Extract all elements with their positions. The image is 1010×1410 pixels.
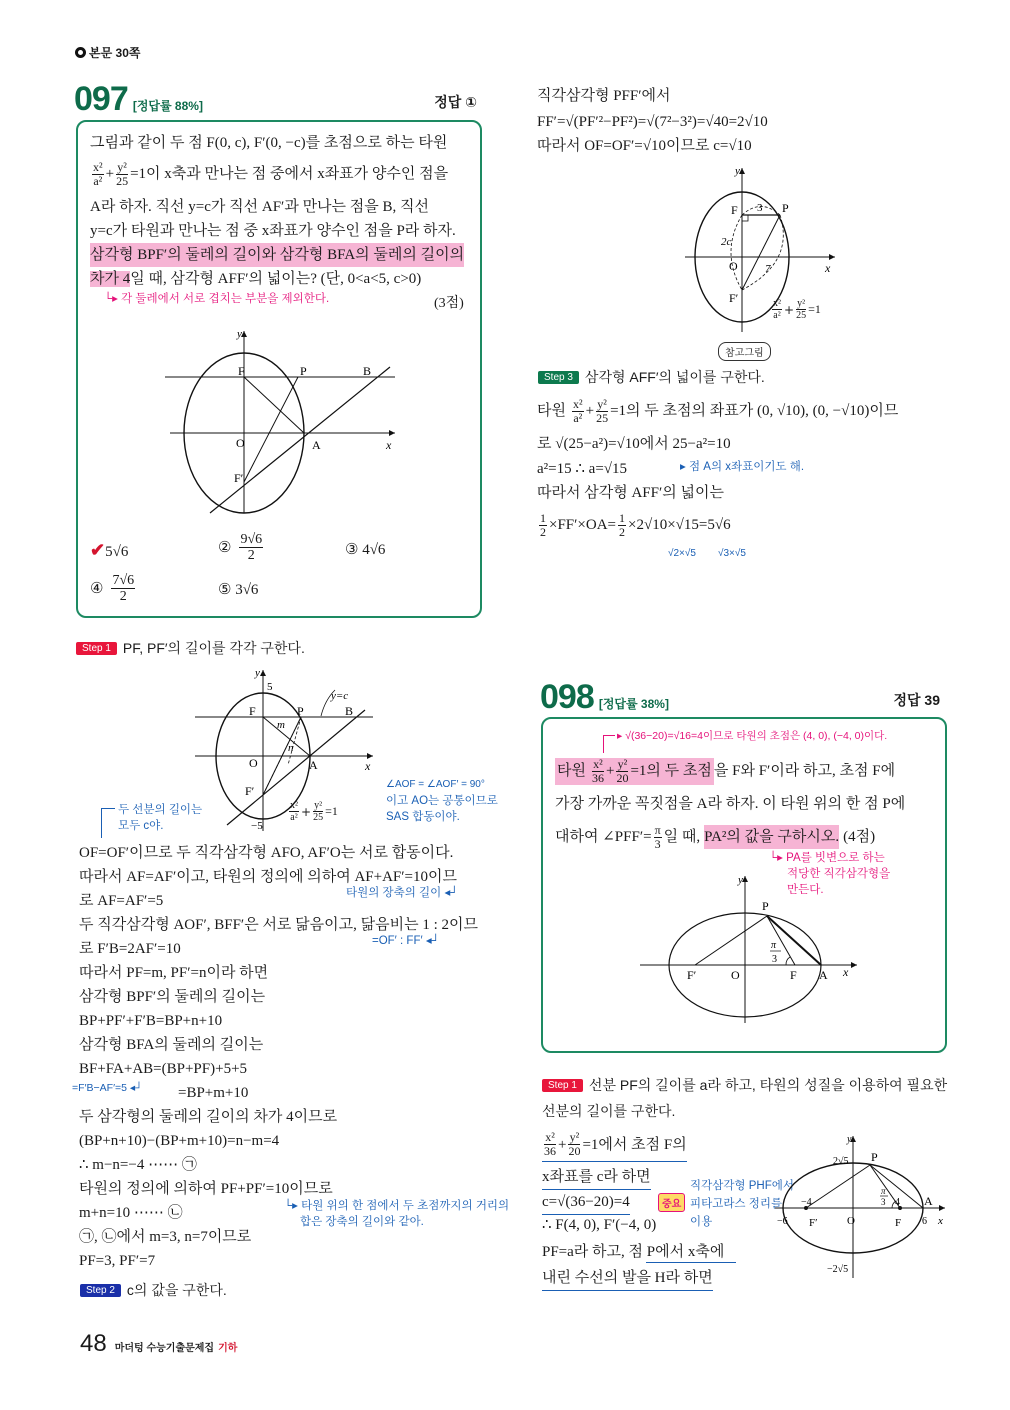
solution-line: 로 F′B=2AF′=10 <box>79 941 181 957</box>
solution-line: 내린 수선의 발을 H라 하면 <box>542 1266 713 1291</box>
solution-line: 로 AF=AF′=5 <box>79 893 164 909</box>
svg-text:F′: F′ <box>234 471 244 485</box>
svg-text:F′: F′ <box>245 784 255 798</box>
svg-text:y: y <box>738 874 743 886</box>
correct-rate: [정답률 38%] <box>598 697 669 711</box>
correct-rate: [정답률 88%] <box>132 99 203 113</box>
question-number: 097 <box>74 80 128 118</box>
choice-3[interactable]: ③ 4√6 <box>345 542 386 558</box>
svg-text:F′: F′ <box>729 291 739 305</box>
q097-problem-line: y=c가 타원과 만나는 점 중 x좌표가 양수인 점을 P라 하자. <box>90 223 456 239</box>
svg-text:x: x <box>843 965 849 979</box>
note-right: ∠AOF = ∠AOF′ = 90° 이고 AO는 공통이므로 SAS 합동이야. <box>386 779 498 823</box>
svg-text:7: 7 <box>765 263 771 275</box>
q098-step1-heading: Step 1 선분 PF의 길이를 a라 하고, 타원의 성질을 이용하여 필요한 선분의 길이를 구한다. <box>542 1077 948 1119</box>
solution-line: (BP+n+10)−(BP+m+10)=n−m=4 <box>79 1133 280 1149</box>
q098-header <box>540 678 942 718</box>
circle-bullet-icon <box>75 47 86 58</box>
svg-text:P: P <box>782 201 789 215</box>
solution-line: 직각삼각형 PFF′에서 <box>537 88 671 104</box>
note-ratio: =OF′ : FF′ ◂┘ <box>372 935 440 947</box>
q098-figure <box>635 868 860 1023</box>
q097-step2-figure <box>685 162 845 332</box>
svg-text:A: A <box>819 968 828 982</box>
note-sum: └▸ 타원 위의 한 점에서 두 초점까지의 거리의 합은 장축의 길이와 같아. <box>284 1200 510 1228</box>
note-left: 두 선분의 길이는 모두 c야. <box>118 804 203 832</box>
q097-step1-heading: Step 1 PF, PF′의 길이를 각각 구한다. <box>76 638 305 658</box>
q098-top-note: ▸ √(36−20)=√16=4이므로 타원의 초점은 (4, 0), (−4, 0)이다. <box>617 730 888 742</box>
solution-line: ∴ m−n=−4 ⋯⋯ ㉠ <box>79 1157 197 1173</box>
choice-4[interactable]: ④ $\frac{7√6}{2}$ <box>90 573 135 604</box>
solution-line: ㉠, ㉡에서 m=3, n=7이므로 <box>79 1229 252 1245</box>
solution-line: PF=a라 하고, 점 P에서 x축에 <box>542 1244 725 1260</box>
q097-problem-line: 차가 4일 때, 삼각형 AFF′의 넓이는? (단, 0<a<5, c>0) <box>90 271 422 287</box>
svg-text:n: n <box>288 742 294 754</box>
solution-line: 로 √(25−a²)=√10에서 25−a²=10 <box>537 436 731 452</box>
q097-step3-heading: Step 3 삼각형 AFF′의 넓이를 구한다. <box>538 367 765 387</box>
svg-text:F′: F′ <box>809 1217 818 1229</box>
svg-text:y: y <box>255 667 260 679</box>
svg-text:O: O <box>249 756 258 770</box>
solution-line: 따라서 OF=OF′=√10이므로 c=√10 <box>537 138 752 154</box>
svg-text:y: y <box>847 1134 852 1145</box>
svg-text:P: P <box>297 704 304 718</box>
solution-line: ∴ F(4, 0), F′(−4, 0) <box>542 1217 657 1233</box>
svg-text:3: 3 <box>757 202 763 214</box>
q098-note-pa: └▸ PA를 빗변으로 하는 적당한 직각삼각형을 만든다. <box>769 852 891 896</box>
q097-step1-figure <box>185 665 375 835</box>
step-badge: Step 1 <box>542 1079 583 1092</box>
svg-text:π: π <box>881 1186 886 1196</box>
answer-label: 정답 ① <box>434 94 477 110</box>
svg-text:−6: −6 <box>777 1216 788 1227</box>
step-badge: Step 2 <box>80 1284 121 1297</box>
svg-text:2c: 2c <box>721 236 732 248</box>
solution-line: OF=OF′이므로 두 직각삼각형 AFO, AF′O는 서로 합동이다. <box>79 845 454 861</box>
solution-line: $\frac{1}{2}$ ×FF′×OA= $\frac{1}{2}$ ×2√10×√15=5√6 <box>540 510 731 539</box>
svg-text:O: O <box>847 1215 855 1227</box>
solution-line: m+n=10 ⋯⋯ ㉡ <box>79 1205 183 1221</box>
fraction: $\frac{\text{x²}}{\text{a²}}$ <box>93 159 103 188</box>
svg-text:F: F <box>249 704 256 718</box>
q098-note-pythagoras: 직각삼각형 PHF에서 피타고라스 정리를 이용 <box>690 1180 794 1228</box>
svg-text:6: 6 <box>922 1216 927 1227</box>
fig-equation: $\frac{\text{x²}}{\text{a²}}$ + $\frac{\text{y²}}{25}$ =1 <box>773 298 821 321</box>
q098-problem-line: 가장 가까운 꼭짓점을 A라 하자. 이 타원 위의 한 점 P에 <box>555 796 906 812</box>
svg-text:π: π <box>771 940 777 951</box>
svg-text:x: x <box>365 759 371 773</box>
q097-problem-line: 그림과 같이 두 점 F(0, c), F′(0, −c)를 초점으로 하는 타원 <box>90 135 448 151</box>
svg-text:F: F <box>731 203 738 217</box>
svg-text:O: O <box>731 968 740 982</box>
svg-text:A: A <box>309 758 318 772</box>
svg-text:y=c: y=c <box>331 690 349 702</box>
q097-figure <box>160 325 400 515</box>
answer-label: 정답 39 <box>893 692 940 708</box>
solution-line: 두 삼각형의 둘레의 길이의 차가 4이므로 <box>79 1109 338 1125</box>
solution-line: a²=15 ∴ a=√15 <box>537 461 628 477</box>
solution-line: c=√(36−20)=4 <box>542 1190 630 1215</box>
svg-text:x: x <box>938 1215 943 1227</box>
note-a: ▸ 점 A의 x좌표이기도 해. <box>680 461 805 473</box>
svg-text:P: P <box>300 364 307 378</box>
q097-problem-line: $\frac{\text{x²}}{\text{a²}}$ + $\frac{\text{y²}}{25}$ =1이 x축과 만나는 점 중에서 x좌표가 양수인 점을 <box>93 159 449 188</box>
points: (3점) <box>434 296 464 311</box>
svg-text:4: 4 <box>895 1197 900 1208</box>
svg-text:y: y <box>735 165 740 177</box>
solution-line: 따라서 PF=m, PF′=n이라 하면 <box>79 965 269 981</box>
q098-problem-line: 타원 $\frac{\text{x²}}{36}$ + $\frac{\text{y²}}{20}$ =1의 두 초점 을 F와 F′이라 하고, 초점 F에 <box>557 756 896 785</box>
svg-text:B: B <box>363 364 372 378</box>
solution-line: PF=3, PF′=7 <box>79 1253 156 1269</box>
solution-line: 타원의 정의에 의하여 PF+PF′=10이므로 <box>79 1181 333 1197</box>
step-badge: Step 3 <box>538 371 579 384</box>
solution-line: 타원 $\frac{\text{x²}}{\text{a²}}$ + $\frac{\text{y²}}{25}$ =1의 두 초점의 좌표가 (0, √10), (0, −√10)이므 <box>537 396 899 425</box>
fig-equation: $\frac{\text{x²}}{\text{a²}}$ + $\frac{\text{y²}}{25}$ =1 <box>290 800 338 823</box>
arrow-icon: └▸ <box>104 293 122 305</box>
solution-line: FF′=√(PF′²−PF²)=√(7²−3²)=√40=2√10 <box>537 114 768 130</box>
solution-line: BP+PF′+F′B=BP+n+10 <box>79 1013 223 1029</box>
svg-text:A: A <box>924 1194 933 1208</box>
svg-text:x: x <box>825 261 831 275</box>
fraction: $\frac{9√6}{2}$ <box>240 532 263 563</box>
svg-text:B: B <box>345 704 354 718</box>
important-badge: 중요 <box>658 1193 685 1212</box>
q098-problem-line: 대하여 ∠PFF′= $\frac{\pi}{3}$ 일 때, PA²의 값을 구하시오. (4점) <box>555 822 876 851</box>
svg-text:F′: F′ <box>687 968 697 982</box>
book-title: 마더텅 수능기출문제집 <box>114 1343 215 1354</box>
note-ab: =F′B−AF′=5 ◂┘ <box>72 1082 143 1094</box>
solution-line: x좌표를 c라 하면 <box>542 1165 651 1190</box>
svg-text:2√5: 2√5 <box>833 1156 849 1167</box>
svg-text:x: x <box>386 438 392 452</box>
reference-figure-badge: 참고그림 <box>718 342 771 361</box>
svg-text:−5: −5 <box>251 820 263 832</box>
solution-line: 따라서 삼각형 AFF′의 넓이는 <box>537 485 724 501</box>
step-badge: Step 1 <box>76 642 117 655</box>
svg-text:P: P <box>762 899 769 913</box>
page-number: 48 <box>80 1330 107 1357</box>
svg-text:y: y <box>237 328 242 340</box>
choice-1[interactable]: ✔5√6 <box>90 540 129 560</box>
svg-text:−2√5: −2√5 <box>827 1264 849 1275</box>
svg-text:O: O <box>236 436 245 450</box>
note-major-axis: 타원의 장축의 길이 ◂┘ <box>346 887 459 899</box>
svg-text:F: F <box>895 1217 902 1229</box>
q097-highlight-line: 삼각형 BPF′의 둘레의 길이와 삼각형 BFA의 둘레의 길이의 <box>90 243 464 267</box>
svg-text:5: 5 <box>267 681 273 693</box>
choice-5[interactable]: ⑤ 3√6 <box>218 582 259 598</box>
note-split-1: √2×√5 <box>668 548 696 559</box>
note-split-2: √3×√5 <box>718 548 746 559</box>
subject: 기하 <box>218 1343 238 1354</box>
svg-text:O: O <box>729 259 738 273</box>
fraction: $\frac{\text{y²}}{25}$ <box>116 159 129 188</box>
svg-text:3: 3 <box>772 954 777 965</box>
q097-problem-line: A라 하자. 직선 y=c가 직선 AF′과 만나는 점을 B, 직선 <box>90 199 430 215</box>
solution-line: BF+FA+AB=(BP+PF)+5+5 <box>79 1061 248 1077</box>
svg-text:F: F <box>790 968 797 982</box>
svg-text:−4: −4 <box>801 1197 812 1208</box>
svg-text:F: F <box>238 364 245 378</box>
question-number: 098 <box>540 678 594 716</box>
choice-2[interactable]: ② $\frac{9√6}{2}$ <box>218 532 263 563</box>
solution-line: 두 직각삼각형 AOF′, BFF′은 서로 닮음이고, 닮음비는 1 : 2이므 <box>79 917 478 933</box>
solution-line: $\frac{\text{x²}}{36}$ + $\frac{\text{y²}}{20}$ =1에서 초점 F의 <box>542 1128 687 1162</box>
svg-text:P: P <box>871 1150 878 1164</box>
footer <box>80 1330 237 1358</box>
solution-line: 따라서 AF=AF′이고, 타원의 정의에 의하여 AF+AF′=10이므 <box>79 869 457 885</box>
solution-line: 삼각형 BPF′의 둘레의 길이는 <box>79 989 266 1005</box>
q098-step1-figure <box>775 1130 950 1280</box>
section-ref: 본문 30쪽 <box>75 44 140 61</box>
q097-header <box>74 80 479 120</box>
q097-note: └▸ 각 둘레에서 서로 겹치는 부분을 제외한다. <box>104 293 330 305</box>
fraction: $\frac{7√6}{2}$ <box>112 573 135 604</box>
svg-text:m: m <box>277 719 285 731</box>
svg-text:A: A <box>312 438 321 452</box>
checkmark-icon: ✔ <box>90 540 106 560</box>
q097-step2-heading: Step 2 c의 값을 구한다. <box>80 1280 227 1300</box>
solution-line: 삼각형 BFA의 둘레의 길이는 <box>79 1037 264 1053</box>
solution-line: =BP+m+10 <box>178 1085 249 1101</box>
svg-text:3: 3 <box>881 1197 886 1207</box>
